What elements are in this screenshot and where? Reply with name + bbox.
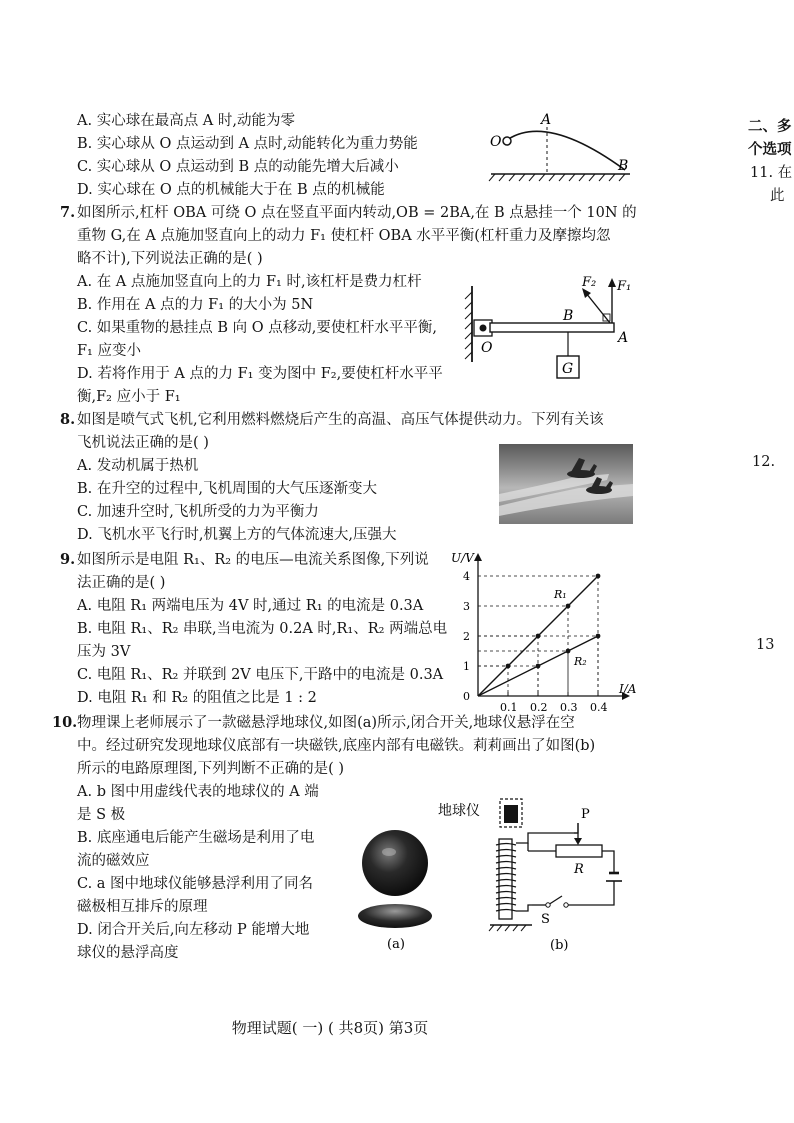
q11-start-cont: 此	[770, 188, 785, 204]
x-tick-label: 0.4	[590, 701, 608, 714]
q8-option-d: D. 飞机水平飞行时,机翼上方的气体流速大,压强大	[77, 527, 397, 543]
q10-option-a: A. b 图中用虚线代表的地球仪的 A 端	[77, 784, 319, 800]
fig-caption-a: (a)	[387, 937, 405, 952]
q8-option-c: C. 加速升空时,飞机所受的力为平衡力	[77, 504, 319, 520]
q10-circuit-diagram	[436, 793, 646, 955]
y-tick-label: 3	[463, 600, 470, 613]
q7-stem-line-2: 重物 G,在 A 点施加竖直向上的动力 F₁ 使杠杆 OBA 水平平衡(杠杆重力及摩擦均忽	[77, 228, 611, 244]
q9-stem-line-2: 法正确的是( )	[77, 575, 166, 591]
data-point	[566, 604, 571, 609]
q10-maglev-globe-photo	[355, 822, 435, 954]
y-tick-label: 0	[463, 690, 470, 703]
q13-number: 13	[756, 637, 775, 653]
q10-stem-line-2: 中。经过研究发现地球仪底部有一块磁铁,底座内部有电磁铁。莉莉画出了如图(b)	[77, 738, 596, 754]
q9-option-a: A. 电阻 R₁ 两端电压为 4V 时,通过 R₁ 的电流是 0.3A	[77, 598, 424, 614]
chart-y-label: U/V	[451, 551, 474, 565]
data-point	[506, 664, 511, 669]
q6-option-d: D. 实心球在 O 点的机械能大于在 B 点的机械能	[77, 182, 385, 198]
q7-option-b: B. 作用在 A 点的力 F₁ 的大小为 5N	[77, 297, 314, 313]
section-heading: 二、多	[748, 118, 792, 135]
q10-stem-line-1: 物理课上老师展示了一款磁悬浮地球仪,如图(a)所示,闭合开关,地球仪悬浮在空	[77, 715, 575, 731]
q7-option-a: A. 在 A 点施加竖直向上的力 F₁ 时,该杠杆是费力杠杆	[77, 274, 422, 290]
y-tick-label: 4	[463, 570, 470, 583]
q9-option-b-cont: 压为 3V	[77, 644, 131, 660]
q9-stem-line-1: 如图所示是电阻 R₁、R₂ 的电压—电流关系图像,下列说	[77, 552, 429, 568]
data-point	[596, 634, 601, 639]
q6-option-c: C. 实心球从 O 点运动到 B 点的动能先增大后减小	[77, 159, 399, 175]
q8-number: 8.	[60, 411, 76, 428]
q7-option-c: C. 如果重物的悬挂点 B 向 O 点移动,要使杠杆水平平衡,	[77, 320, 437, 336]
fig-label-b: B	[618, 158, 629, 174]
fig-label-f1: F₁	[617, 279, 632, 294]
data-point	[536, 664, 541, 669]
data-point	[536, 634, 541, 639]
q9-option-d: D. 电阻 R₁ 和 R₂ 的阻值之比是 1 : 2	[77, 690, 317, 706]
q9-number: 9.	[60, 551, 76, 568]
q9-voltage-current-chart	[445, 548, 645, 718]
fig-label-r: R	[574, 862, 584, 877]
q7-stem-line-1: 如图所示,杠杆 OBA 可绕 O 点在竖直平面内转动,OB = 2BA,在 B 点悬挂一个 10N 的	[77, 205, 637, 221]
q7-number: 7.	[60, 204, 76, 221]
q9-option-c: C. 电阻 R₁、R₂ 并联到 2V 电压下,干路中的电流是 0.3A	[77, 667, 444, 683]
fig-label-o: O	[490, 134, 502, 150]
q11-start: 11. 在	[750, 165, 793, 181]
y-tick-label: 1	[463, 660, 470, 673]
q8-option-b: B. 在升空的过程中,飞机周围的大气压逐渐变大	[77, 481, 377, 497]
fig-caption-b: (b)	[550, 938, 569, 953]
q6-option-a: A. 实心球在最高点 A 时,动能为零	[77, 113, 295, 129]
x-tick-label: 0.1	[500, 701, 518, 714]
q10-option-a-cont: 是 S 极	[77, 807, 126, 823]
data-point	[596, 574, 601, 579]
q7-option-d: D. 若将作用于 A 点的力 F₁ 变为图中 F₂,要使杠杆水平平	[77, 366, 443, 382]
q7-stem-line-3: 略不计),下列说法正确的是( )	[77, 251, 263, 267]
fig-label-s: S	[541, 912, 550, 927]
fig-label-a: A	[618, 330, 629, 346]
fig-label-b: B	[563, 308, 574, 324]
q6-trajectory-figure	[485, 108, 633, 188]
series-label: R₁	[554, 588, 567, 601]
q7-option-d-cont: 衡,F₂ 应小于 F₁	[77, 389, 181, 405]
series-label: R₂	[574, 655, 587, 668]
q7-option-c-cont: F₁ 应变小	[77, 343, 141, 359]
section-heading-cont: 个选项	[748, 141, 792, 158]
page-footer: 物理试题( 一) ( 共8页) 第3页	[231, 1019, 429, 1037]
q10-number: 10.	[52, 714, 78, 731]
x-tick-label: 0.3	[560, 701, 578, 714]
q9-option-b: B. 电阻 R₁、R₂ 串联,当电流为 0.2A 时,R₁、R₂ 两端总电	[77, 621, 448, 637]
q10-option-c: C. a 图中地球仪能够悬浮利用了同名	[77, 876, 314, 892]
q6-option-b: B. 实心球从 O 点运动到 A 点时,动能转化为重力势能	[77, 136, 418, 152]
q8-stem-line-2: 飞机说法正确的是( )	[77, 435, 209, 451]
data-point	[566, 649, 571, 654]
q8-option-a: A. 发动机属于热机	[77, 458, 199, 474]
q10-option-b: B. 底座通电后能产生磁场是利用了电	[77, 830, 315, 846]
chart-x-label: I/A	[619, 682, 637, 696]
jet-aircraft-photo	[499, 444, 633, 524]
q10-option-c-cont: 磁极相互排斥的原理	[77, 899, 208, 915]
q10-option-b-cont: 流的磁效应	[77, 853, 150, 869]
q10-option-d: D. 闭合开关后,向左移动 P 能增大地	[77, 922, 310, 938]
fig-label-g: G	[562, 361, 574, 377]
x-tick-label: 0.2	[530, 701, 548, 714]
q12-number: 12.	[752, 454, 776, 470]
q10-stem-line-3: 所示的电路原理图,下列判断不正确的是( )	[77, 761, 345, 777]
fig-label-f2: F₂	[582, 275, 597, 290]
globe-label: 地球仪	[438, 803, 480, 819]
y-tick-label: 2	[463, 630, 470, 643]
q10-option-d-cont: 球仪的悬浮高度	[77, 945, 179, 961]
q8-stem-line-1: 如图是喷气式飞机,它利用燃料燃烧后产生的高温、高压气体提供动力。下列有关该	[77, 412, 604, 428]
fig-label-o: O	[481, 340, 493, 356]
fig-label-p: P	[581, 807, 590, 822]
fig-label-a: A	[541, 112, 552, 128]
q7-lever-figure	[460, 270, 640, 382]
